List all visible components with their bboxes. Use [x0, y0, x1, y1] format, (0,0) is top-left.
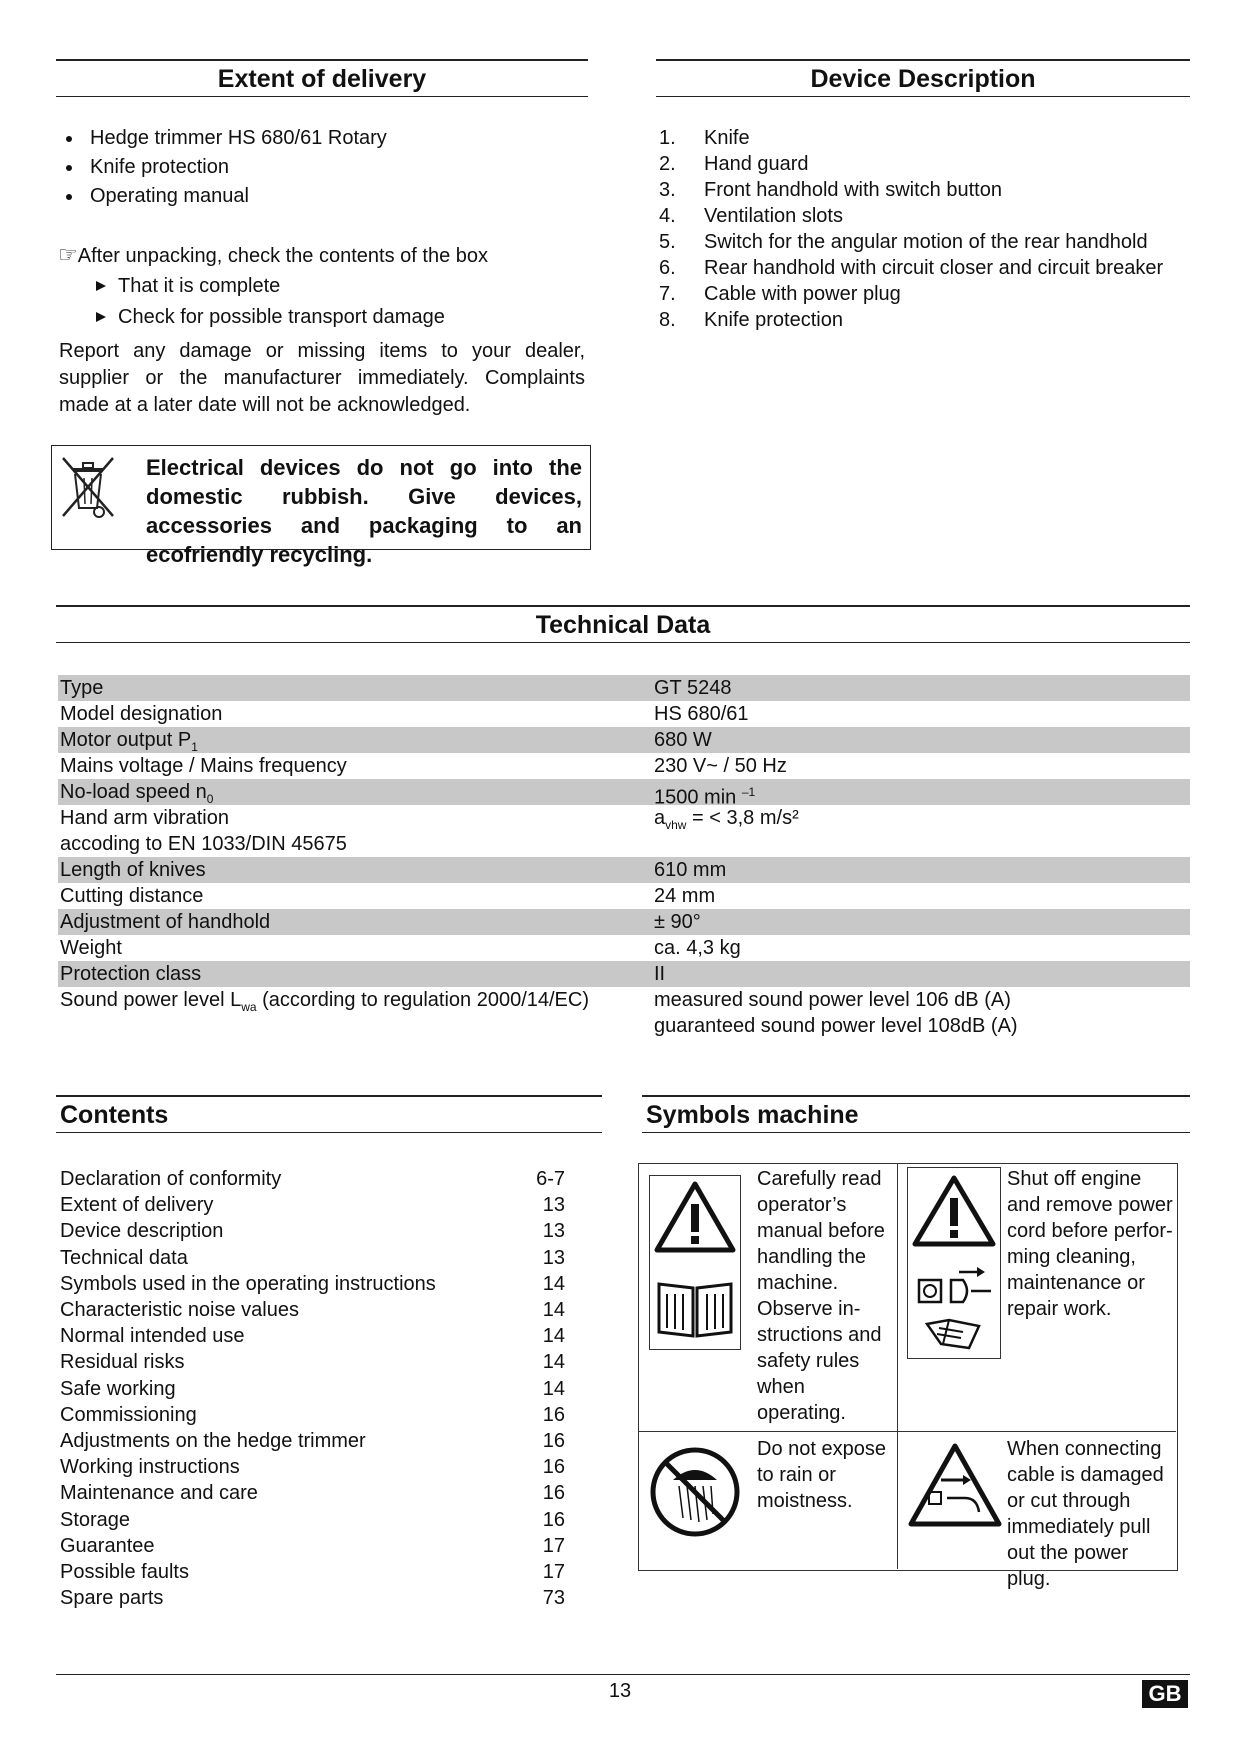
list-item: 5. Switch for the angular motion of the rear handhold: [659, 231, 1148, 253]
toc-label: Possible faults: [60, 1561, 189, 1583]
toc-row: [60, 1454, 565, 1480]
toc-page: 16: [542, 1482, 565, 1505]
toc-row: [60, 1323, 565, 1349]
toc-page: 16: [542, 1430, 565, 1452]
list-item: 8. Knife protection: [659, 309, 843, 331]
warning-triangle-icon: [653, 1178, 737, 1256]
bullet-icon: [66, 194, 72, 200]
grid-divider: [897, 1164, 898, 1569]
toc-row: [60, 1218, 565, 1244]
list-item: 7. Cable with power plug: [659, 283, 901, 305]
list-item: Hedge trimmer HS 680/61 Rotary: [58, 124, 578, 153]
toc-page: 73: [542, 1587, 565, 1610]
toc-row: [60, 1533, 565, 1559]
toc-row: [60, 1480, 565, 1506]
bullet-icon: [66, 165, 72, 171]
toc-row: [60, 1585, 565, 1611]
table-row: Hand arm vibration accoding to EN 1033/DIN 45675 $a_{vhw}$ = < 3,8 m/s²: [60, 807, 799, 855]
toc-label: Commissioning: [60, 1403, 197, 1426]
toc-label: Storage: [60, 1508, 131, 1531]
table-row: Mains voltage / Mains frequency 230 V~ / 50 Hz: [60, 755, 787, 777]
page-number: 13: [608, 1680, 632, 1702]
toc-page: 14: [542, 1325, 565, 1348]
toc-row: [60, 1402, 565, 1428]
warning-triangle-icon: [911, 1172, 997, 1250]
toc-label: Working instructions: [60, 1456, 240, 1479]
toc-label: Adjustments on the hedge trimmer: [60, 1430, 366, 1452]
toc-label: Spare parts: [60, 1587, 164, 1610]
list-item: Knife protection: [58, 153, 578, 182]
no-rain-icon: [647, 1444, 743, 1540]
list-item: 2. Hand guard: [659, 153, 809, 175]
toc-page: 14: [542, 1272, 565, 1295]
symbol-text-cable: When connecting cable is damaged or cut through immediately pull out the power plug.: [1007, 1438, 1164, 1590]
recycling-text: Electrical devices do not go into the domestic rubbish. Give devices, accessories and packaging to an ecofriendly recycling.: [146, 455, 582, 567]
list-item: 6. Rear handhold with circuit closer and circuit breaker: [659, 257, 1164, 279]
toc-page: 16: [542, 1508, 565, 1531]
toc-label: Declaration of conformity: [60, 1168, 282, 1190]
table-row: Motor output $P_1$ 680 W: [58, 727, 1190, 753]
extent-list: [58, 124, 578, 211]
toc-page: 14: [542, 1351, 565, 1374]
toc-row: [60, 1559, 565, 1585]
recycling-notice: [51, 445, 591, 567]
toc-label: Safe working: [60, 1377, 176, 1400]
tech-title: Technical Data: [56, 605, 1190, 643]
table-row: Model designation HS 680/61: [60, 703, 749, 725]
list-item: Check for possible transport damage: [58, 302, 588, 333]
symbol-text-no-rain: Do not expose to rain or moistness.: [757, 1438, 886, 1512]
toc-label: Guarantee: [60, 1534, 155, 1557]
toc-row: [60, 1271, 565, 1297]
device-list: [659, 125, 1189, 333]
list-item: 1. Knife: [659, 127, 750, 149]
language-badge: GB: [1142, 1680, 1188, 1708]
extent-title: Extent of delivery: [56, 59, 588, 97]
symbols-title: Symbols machine: [642, 1095, 1190, 1133]
toc-row: [60, 1166, 565, 1192]
toc-row: [60, 1428, 565, 1454]
toc-page: 16: [542, 1456, 565, 1479]
table-row: Sound power level $L_{wa}$ (according to regulation 2000/14/EC) measured sound power level 106 dB (A) guaranteed sound power level 108dB (A): [60, 989, 1018, 1037]
list-item: That it is complete: [58, 271, 588, 302]
arrow-right-icon: [96, 312, 106, 322]
pointing-hand-icon: ☞: [58, 242, 78, 267]
toc-page: 17: [542, 1534, 565, 1557]
unplug-icon: [911, 1264, 997, 1314]
toc-label: Residual risks: [60, 1351, 185, 1374]
toc-label: Characteristic noise values: [60, 1299, 299, 1321]
toc-row: [60, 1245, 565, 1271]
toc-page: 14: [542, 1377, 565, 1400]
table-row: Cutting distance 24 mm: [60, 885, 716, 907]
table-row: Type GT 5248: [58, 675, 1190, 701]
contents-title: Contents: [56, 1095, 602, 1133]
grid-divider: [639, 1431, 1176, 1432]
list-item: Operating manual: [58, 182, 578, 211]
list-item: 3. Front handhold with switch button: [659, 179, 1002, 201]
footer-rule: [56, 1674, 1190, 1675]
toc-label: Maintenance and care: [60, 1482, 258, 1505]
arrow-right-icon: [96, 281, 106, 291]
crossed-bin-icon: [59, 454, 119, 522]
open-manual-icon: [919, 1314, 989, 1354]
toc-page: 16: [542, 1403, 565, 1426]
symbol-text-read-manual: Carefully read operator’s manual before handling the machine. Observe in- structions and safety rules when operating.: [757, 1168, 885, 1424]
manual-book-icon: [653, 1274, 737, 1344]
toc-label: Extent of delivery: [60, 1194, 214, 1217]
toc-row: [60, 1192, 565, 1218]
check-intro: ☞After unpacking, check the contents of the box: [58, 242, 488, 267]
toc-page: 13: [542, 1246, 565, 1269]
symbols-grid: [638, 1163, 1178, 1590]
toc-page: 13: [542, 1194, 565, 1217]
toc-page: 17: [542, 1561, 565, 1583]
toc-page: 13: [542, 1220, 565, 1243]
toc-row: [60, 1376, 565, 1402]
list-item: 4. Ventilation slots: [659, 205, 843, 227]
table-row: Weight ca. 4,3 kg: [60, 937, 741, 959]
table-row: No-load speed $n_0$ 1500 min $^{-1}$: [58, 779, 1190, 805]
toc-page: 14: [542, 1299, 565, 1321]
toc-row: [60, 1507, 565, 1533]
toc-label: Device description: [60, 1220, 224, 1243]
toc-row: [60, 1297, 565, 1323]
check-list: [58, 271, 588, 333]
report-text: Report any damage or missing items to your dealer, supplier or the manufacturer immediately. Complaints made at a later date will not be acknowledged.: [59, 340, 585, 416]
table-row: Adjustment of handhold ± 90°: [58, 909, 1190, 935]
device-title: Device Description: [656, 59, 1190, 97]
toc-page: 6-7: [536, 1168, 565, 1190]
toc-label: Symbols used in the operating instructions: [60, 1272, 436, 1295]
toc-label: Normal intended use: [60, 1325, 245, 1348]
symbol-text-shut-off: Shut off engine and remove power cord before perfor- ming cleaning, maintenance or repair work.: [1007, 1168, 1173, 1320]
bullet-icon: [66, 136, 72, 142]
toc-row: [60, 1349, 565, 1375]
table-row: Protection class II: [58, 961, 1190, 987]
damaged-cable-icon: [907, 1440, 1003, 1530]
toc-label: Technical data: [60, 1246, 188, 1269]
table-row: Length of knives 610 mm: [58, 857, 1190, 883]
